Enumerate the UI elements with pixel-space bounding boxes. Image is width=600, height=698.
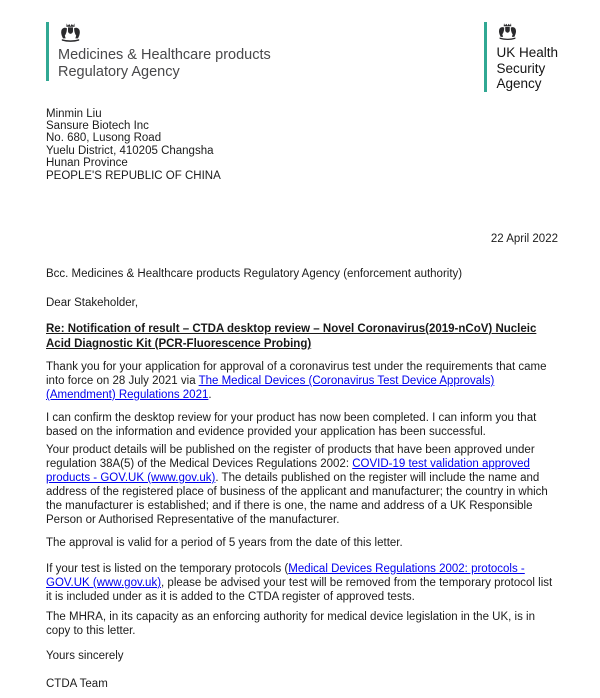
royal-crest-icon [496, 22, 519, 41]
paragraph-text: I can confirm the desktop review for your product has now been completed. I can inform you that based on the information and evidence provided your application has been successful. [46, 411, 537, 438]
govuk-link[interactable]: COVID-19 test validation approved products - GOV.UK (www.gov.uk) [46, 457, 530, 484]
govuk-link[interactable]: The Medical Devices (Coronavirus Test Device Approvals) (Amendment) Regulations 2021 [46, 374, 495, 401]
paragraph-text: Thank you for your application for approval of a coronavirus test under the requirements that came into force on 28 July 2021 via [46, 360, 547, 387]
bcc-line: Bcc. Medicines & Healthcare products Regulatory Agency (enforcement authority) [46, 267, 463, 280]
letter-header [46, 22, 558, 92]
paragraph-text: Your product details will be published on the register of products that have been approved under regulation 38A(5) of the Medical Devices Regulations 2002: [46, 443, 535, 470]
salutation: Dear Stakeholder, [46, 296, 139, 309]
signature: CTDA Team [46, 677, 108, 690]
address-line: Minmin Liu [46, 107, 102, 120]
paragraph-text: , please be advised your test will be removed from the temporary protocol list it is included under as it is added to the CTDA register of approved tests. [46, 576, 553, 603]
body-paragraph [46, 536, 558, 550]
paragraph-text: If your test is listed on the temporary protocols ( [46, 562, 289, 575]
address-line: Yuelu District, 410205 Changsha [46, 144, 214, 157]
address-line: Hunan Province [46, 157, 128, 170]
govuk-link[interactable]: Medical Devices Regulations 2002: protocols - GOV.UK (www.gov.uk) [46, 562, 525, 589]
mhra-logo-line2: Regulatory Agency [58, 64, 180, 80]
ukhsa-logo-line2: Security [496, 60, 546, 76]
mhra-logo [46, 22, 271, 81]
valediction: Yours sincerely [46, 649, 124, 662]
address-line: PEOPLE'S REPUBLIC OF CHINA [46, 169, 221, 182]
paragraph-text: . The details published on the register will include the name and address of the registered place of business of the applicant and manufacturer; the country in which the manufacturer is established; and if there is one, the name and address of a UK Responsible Person or Authorised Representative of the manufacturer. [46, 471, 548, 526]
ukhsa-logo [484, 22, 558, 92]
paragraph-text: The approval is valid for a period of 5 years from the date of this letter. [46, 536, 403, 549]
body-paragraph [46, 562, 558, 604]
body-paragraph [46, 360, 558, 402]
ukhsa-logo-line1: UK Health [496, 45, 558, 60]
paragraph-text: The MHRA, in its capacity as an enforcing authority for medical device legislation in the UK, is in copy to this letter. [46, 610, 535, 637]
letter-date: 22 April 2022 [490, 232, 558, 245]
address-line: Sansure Biotech Inc [46, 119, 149, 132]
body-paragraph [46, 443, 558, 527]
ukhsa-logo-content [496, 22, 558, 92]
mhra-logo-line1: Medicines & Healthcare products [58, 47, 271, 63]
ukhsa-logo-text [496, 45, 558, 92]
mhra-brand-bar [46, 22, 49, 81]
body-paragraph [46, 610, 558, 638]
ukhsa-brand-bar [484, 22, 487, 92]
subject-line: Re: Notification of result – CTDA desktop review – Novel Coronavirus(2019-nCoV) Nucleic Acid Diagnostic Kit (PCR-Fluorescence Probing) [46, 322, 537, 350]
ukhsa-logo-line3: Agency [496, 76, 542, 91]
mhra-logo-text [58, 47, 271, 81]
letter-body [46, 360, 558, 638]
mhra-logo-content [58, 22, 271, 81]
paragraph-text: . [208, 388, 212, 401]
address-line: No. 680, Lusong Road [46, 132, 162, 145]
body-paragraph [46, 411, 558, 439]
royal-crest-icon [58, 22, 83, 43]
recipient-address [46, 108, 558, 182]
